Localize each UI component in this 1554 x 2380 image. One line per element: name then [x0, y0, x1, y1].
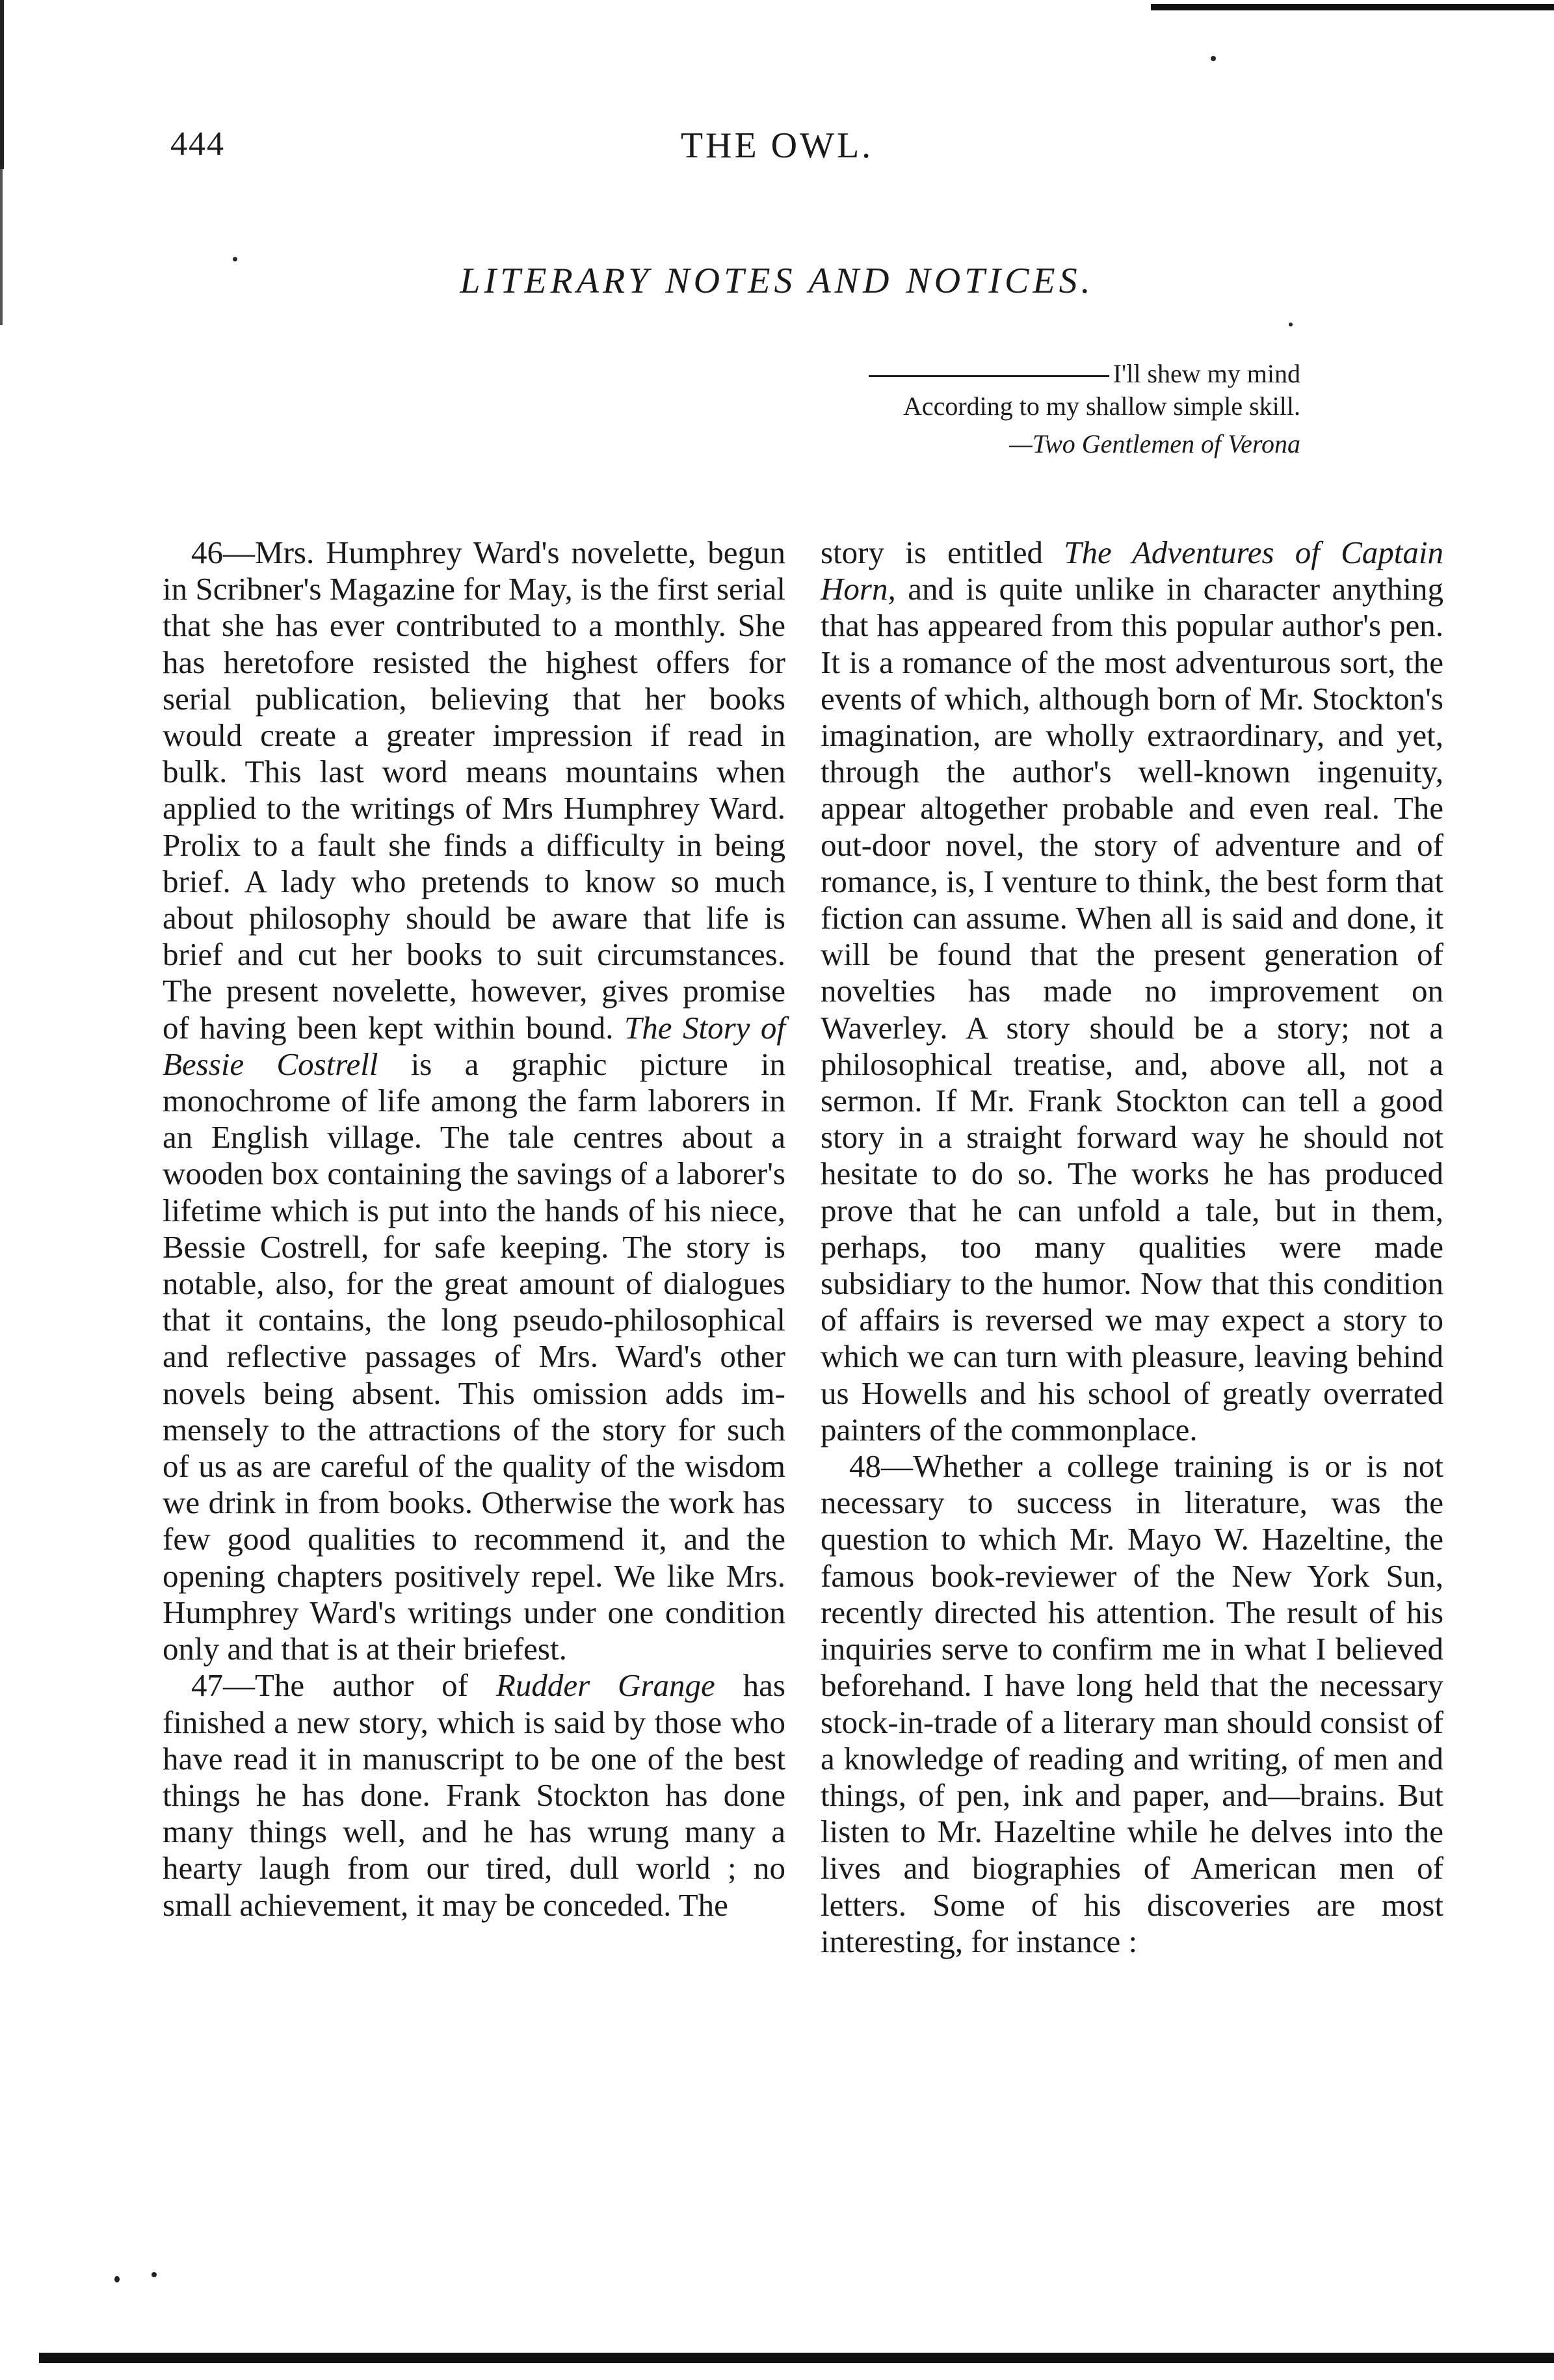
- epigraph-line-1-text: I'll shew my mind: [1113, 359, 1300, 388]
- right-column: [821, 535, 1443, 2225]
- epigraph: [572, 358, 1300, 460]
- paragraph-46-rest: is a graphic picture in monochrome of life among the farm laborers in an English village. The tale centres about a wooden box containing the savings of a laborer's lifetime which is put into the hands of his niece, Bessie Costrell, for safe keeping. The story is notable, also, for the great amount of dialogues that it contains, the long pseudo-philosophical and reflective passages of Mrs. Ward's other novels being absent. This omission adds immensely to the attractions of the story for such of us as are careful of the quality of the wisdom we drink in from books. Otherwise the work has few good qualities to recommend it, and the opening chapters positively repel. We like Mrs. Humphrey Ward's writings under one condition only and that is at their briefest.: [163, 1046, 786, 1667]
- epigraph-attribution: —Two Gentlemen of Verona: [1009, 429, 1300, 458]
- journal-title: THE OWL.: [680, 126, 874, 166]
- scan-speck: [151, 2272, 157, 2277]
- paragraph-48: 48—Whether a college training is or is not necessary to success in literature, was the question to which Mr. Mayo W. Hazeltine, the famous book-reviewer of the New York Sun, recently directed his attention. The result of his inquiries serve to confirm me in what I believed beforehand. I have long held that the necessary stock-in-trade of a literary man should consist of a knowledge of reading and writing, of men and things, of pen, ink and paper, and—brains. But listen to Mr. Hazeltine while he delves into the lives and biographies of American men of letters. Some of his discoveries are most interesting, for instance :: [821, 1448, 1443, 1959]
- epigraph-dash: [869, 375, 1109, 377]
- paragraph-47: [163, 1667, 785, 1923]
- paragraph-47-continued: [821, 535, 1443, 1448]
- scan-edge-bottom: [39, 2353, 1554, 2363]
- book-title-rudder-grange: Rudder Grange: [495, 1667, 715, 1704]
- epigraph-line-1: [572, 358, 1300, 390]
- page-number: 444: [170, 126, 225, 163]
- epigraph-line-2: According to my shallow simple skill.: [902, 391, 1300, 421]
- scan-edge-top: [1151, 4, 1554, 10]
- paragraph-47-start: 47—The author of: [191, 1667, 468, 1704]
- paragraph-46: [163, 535, 785, 1667]
- section-title: LITERARY NOTES AND NOTICES.: [460, 261, 1094, 301]
- scan-speck: [1211, 56, 1216, 61]
- scan-speck: [1289, 323, 1293, 326]
- scan-speck: [114, 2276, 120, 2282]
- paragraph-47-cont-rest: and is quite unlike in character anything that has appeared from this popular author's pen. It is a romance of the most adventurous sort, the events of which, although born of Mr. Stockton's imagination, are wholly extraordinary, and yet, through the author's well-known ingenuity, appear altogether probable and even real. The out-door novel, the story of adventure and of romance, is, I venture to think, the best form that fiction can assume. When all is said and done, it will be found that the present generation of novelties has made no improvement on Waverley. A story should be a story; not a philosophical treatise, and, above all, not a sermon. If Mr. Frank Stockton can tell a good story in a straight forward way he should not hesitate to do so. The works he has produced prove that he can unfold a tale, but in them, perhaps, too many qualities were made subsidiary to the humor. Now that this condition of affairs is reversed we may expect a story to which we can turn with pleasure, leaving behind us Howells and his school of greatly overrated painters of the commonplace.: [821, 571, 1444, 1448]
- paragraph-47-rest: has finished a new story, which is said by those who have read it in manuscript to be one of the best things he has done. Frank Stockton has done many things well, and he has wrung many a hearty laugh from our tired, dull world ; no small achievement, it may be conceded. The: [163, 1667, 785, 1923]
- book-title-captain-horn: The Adventures of Captain Horn,: [821, 535, 1444, 607]
- paragraph-47-cont-start: story is entitled: [821, 535, 1044, 570]
- book-title-bessie-costrell: The Story of Bessie Costrell: [163, 1009, 785, 1082]
- scan-edge-left-lower: [0, 169, 3, 325]
- running-head: [0, 125, 1554, 170]
- left-column: [163, 535, 785, 2225]
- paragraph-46-text: 46—Mrs. Humphrey Ward's novelette, begun in Scribner's Magazine for May, is the first serial that she has ever contributed to a monthly. She has heretofore resisted the highest offers for serial publication, believing that her books would create a greater impression if read in bulk. This last word means mountains when applied to the writings of Mrs Humphrey Ward. Prolix to a fault she finds a difficulty in being brief. A lady who pretends to know so much about philosophy should be aware that life is brief and cut her books to suit circumstances. The present novelette, however, gives promise of having been kept within bound.: [163, 535, 785, 1046]
